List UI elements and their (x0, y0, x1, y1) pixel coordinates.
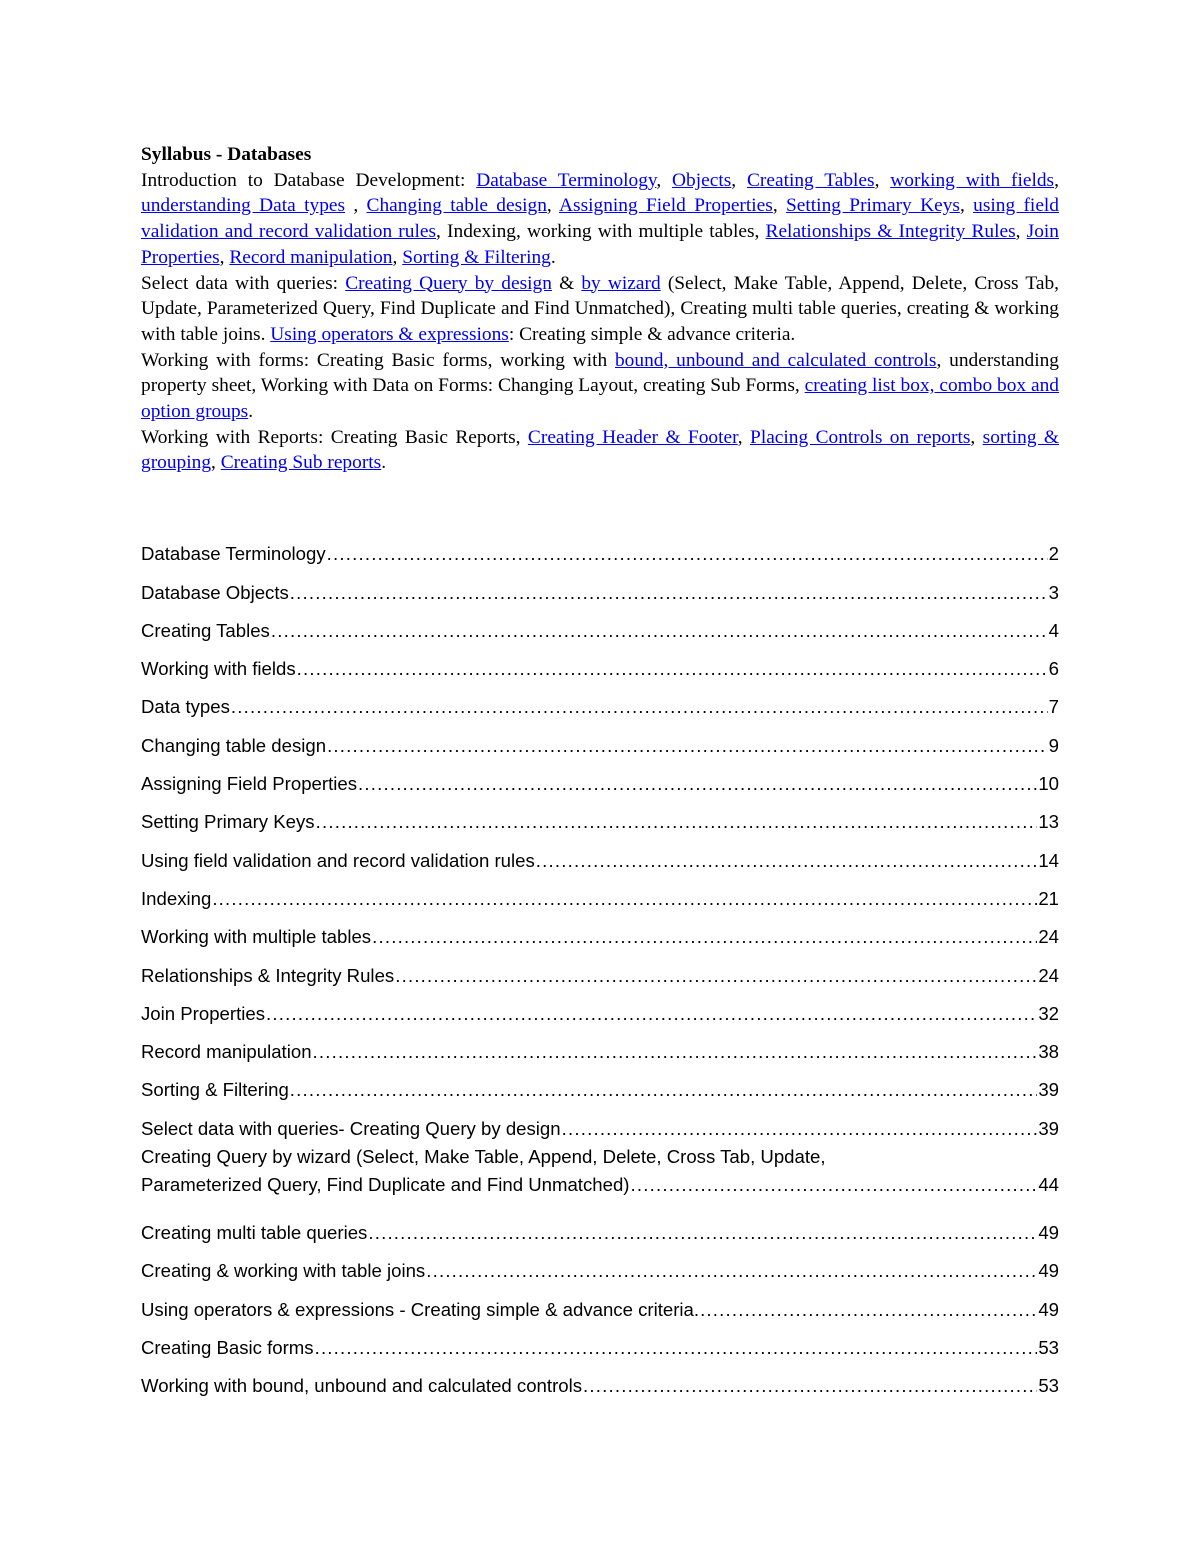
toc-page-number: 4 (1048, 619, 1059, 641)
syllabus-topic-link[interactable]: Using operators & expressions (270, 323, 509, 345)
syllabus-text: . (550, 246, 556, 268)
toc-page-number: 44 (1038, 1173, 1059, 1195)
syllabus-text: , understanding property sheet, Working with Data on Forms: Changing Layout, creating Sub Forms, (141, 349, 1059, 397)
syllabus-text: , (772, 195, 787, 217)
toc-entry-title: Parameterized Query, Find Duplicate and Find Unmatched) (141, 1173, 630, 1195)
toc-page-number: 9 (1048, 734, 1059, 756)
toc-entry[interactable] (141, 568, 1059, 606)
toc-page-number: 39 (1038, 1117, 1059, 1139)
syllabus-paragraph-queries (141, 271, 1059, 348)
syllabus-text: , (656, 169, 673, 191)
syllabus-topic-link[interactable]: Creating Tables (746, 169, 875, 191)
toc-entry[interactable] (141, 990, 1059, 1028)
toc-page-number: 21 (1038, 887, 1059, 909)
toc-page-number: 6 (1048, 658, 1059, 680)
toc-leader-dots (562, 1115, 1038, 1143)
syllabus-text: (Select, Make Table, Append, Delete, Cross Tab, Update, Parameterized Query, Find Duplicate and Find Unmatched), Creating multi table queries, creating & working with table joins. (141, 272, 1059, 345)
toc-entry-title: Setting Primary Keys (141, 811, 315, 833)
table-of-contents (141, 530, 1059, 1400)
toc-page-number: 32 (1038, 1002, 1059, 1024)
toc-entry-title: Creating multi table queries (141, 1222, 368, 1244)
syllabus-topic-link[interactable]: Objects (672, 169, 732, 191)
toc-leader-dots (631, 1171, 1038, 1199)
toc-entry-title: Sorting & Filtering (141, 1079, 289, 1101)
syllabus-topic-link[interactable]: bound, unbound and calculated controls (614, 349, 937, 371)
toc-page-number: 24 (1038, 964, 1059, 986)
toc-entry[interactable] (141, 798, 1059, 836)
toc-leader-dots (290, 579, 1048, 607)
toc-entry-title: Creating & working with table joins (141, 1260, 426, 1282)
syllabus-text: , (731, 169, 747, 191)
toc-page-number: 24 (1038, 926, 1059, 948)
toc-page-number: 2 (1048, 543, 1059, 565)
toc-page-number: 49 (1038, 1260, 1059, 1282)
toc-entry[interactable] (141, 645, 1059, 683)
toc-entry[interactable] (141, 1247, 1059, 1285)
toc-leader-dots (700, 1296, 1037, 1324)
syllabus-topic-link[interactable]: Changing table design (366, 195, 547, 217)
syllabus-text: , (546, 195, 560, 217)
toc-leader-dots (271, 617, 1048, 645)
toc-leader-dots (212, 885, 1037, 913)
syllabus-text: . (248, 401, 254, 423)
syllabus-topic-link[interactable]: Relationships & Integrity Rules (765, 221, 1016, 243)
syllabus-text: , (959, 195, 974, 217)
toc-leader-dots (395, 962, 1037, 990)
toc-entry-title: Select data with queries- Creating Query by design (141, 1117, 561, 1139)
toc-entry[interactable] (141, 607, 1059, 645)
toc-entry[interactable] (141, 1028, 1059, 1066)
syllabus-text: . (381, 452, 387, 474)
syllabus-topic-link[interactable]: Creating Query by design (345, 272, 552, 294)
toc-page-number: 14 (1038, 849, 1059, 871)
syllabus-text: , Indexing, working with multiple tables, (436, 221, 766, 243)
toc-leader-dots (426, 1257, 1037, 1285)
toc-entry[interactable] (141, 530, 1059, 568)
syllabus-text: , (737, 426, 751, 448)
toc-page-number: 53 (1038, 1375, 1059, 1397)
syllabus-topic-link[interactable]: Assigning Field Properties (559, 195, 773, 217)
syllabus-text: , (874, 169, 891, 191)
syllabus-text: : Creating simple & advance criteria. (508, 323, 796, 345)
toc-leader-dots (266, 1000, 1037, 1028)
syllabus-topic-link[interactable]: Creating Header & Footer (527, 426, 738, 448)
toc-leader-dots (231, 693, 1048, 721)
syllabus-text: , (970, 426, 983, 448)
syllabus-text: , (345, 195, 367, 217)
toc-entry-title: Working with fields (141, 658, 296, 680)
toc-entry[interactable] (141, 1324, 1059, 1362)
toc-page-number: 39 (1038, 1079, 1059, 1101)
syllabus-text: & (551, 272, 582, 294)
syllabus-topic-link[interactable]: Database Terminology (476, 169, 657, 191)
syllabus-topic-link[interactable]: understanding Data types (141, 195, 346, 217)
toc-leader-dots (358, 770, 1037, 798)
toc-entry[interactable] (141, 683, 1059, 721)
toc-entry[interactable] (141, 836, 1059, 874)
toc-entry-title: Data types (141, 696, 230, 718)
syllabus-text: Introduction to Database Development: (141, 169, 477, 191)
toc-entry-title: Creating Basic forms (141, 1336, 314, 1358)
toc-leader-dots (290, 1076, 1038, 1104)
toc-page-number: 49 (1038, 1222, 1059, 1244)
syllabus-section (141, 142, 1059, 476)
syllabus-title: Syllabus - Databases (141, 144, 312, 165)
toc-entry-title: Using field validation and record validation rules (141, 849, 535, 871)
toc-entry[interactable] (141, 1104, 1059, 1142)
toc-entry[interactable] (141, 760, 1059, 798)
toc-entry[interactable] (141, 1066, 1059, 1104)
toc-page-number: 7 (1048, 696, 1059, 718)
syllabus-text: , (392, 246, 403, 268)
syllabus-topic-link[interactable]: Record manipulation (229, 246, 393, 268)
syllabus-topic-link[interactable]: working with fields (890, 169, 1055, 191)
syllabus-topic-link[interactable]: by wizard (581, 272, 661, 294)
toc-entry-title: Working with bound, unbound and calculated controls (141, 1375, 583, 1397)
toc-entry-title: Creating Query by wizard (Select, Make Table, Append, Delete, Cross Tab, Update, (141, 1145, 826, 1167)
syllabus-topic-link[interactable]: using field validation and record validation rules (141, 195, 1060, 243)
toc-entry[interactable] (141, 875, 1059, 913)
toc-entry[interactable] (141, 951, 1059, 989)
syllabus-topic-link[interactable]: Sorting & Filtering (402, 246, 551, 268)
syllabus-text: , (1054, 169, 1059, 191)
syllabus-topic-link[interactable]: Placing Controls on reports (750, 426, 971, 448)
syllabus-topic-link[interactable]: creating list box, combo box and option groups (141, 375, 1060, 423)
toc-entry[interactable] (141, 1285, 1059, 1323)
syllabus-topic-link[interactable]: sorting & grouping (141, 426, 1059, 474)
toc-entry-title: Record manipulation (141, 1041, 312, 1063)
toc-page-number: 38 (1038, 1041, 1059, 1063)
toc-leader-dots (315, 1334, 1038, 1362)
syllabus-topic-link[interactable]: Creating Sub reports (220, 452, 382, 474)
syllabus-text: , (211, 452, 221, 474)
syllabus-topic-link[interactable]: Join Properties (141, 221, 1059, 268)
toc-entry[interactable] (141, 1143, 1059, 1199)
toc-entry[interactable] (141, 721, 1059, 759)
toc-entry-title: Changing table design (141, 734, 327, 756)
toc-entry-title: Using operators & expressions - Creating simple & advance criteria. (141, 1298, 700, 1320)
syllabus-paragraph-forms (141, 348, 1059, 425)
toc-entry-title: Working with multiple tables (141, 926, 372, 948)
syllabus-text: , (1015, 221, 1027, 243)
syllabus-text: Working with forms: Creating Basic forms, working with (141, 349, 615, 371)
toc-entry[interactable] (141, 913, 1059, 951)
toc-page-number: 53 (1038, 1336, 1059, 1358)
toc-leader-dots (313, 1038, 1038, 1066)
toc-leader-dots (297, 655, 1048, 683)
syllabus-text: Select data with queries: (141, 272, 346, 294)
toc-page-number: 3 (1048, 581, 1059, 603)
toc-entry-title: Join Properties (141, 1002, 266, 1024)
toc-leader-dots (372, 923, 1037, 951)
toc-entry-title: Database Objects (141, 581, 289, 603)
toc-page-number: 49 (1038, 1298, 1059, 1320)
syllabus-text: Working with Reports: Creating Basic Reports, (141, 426, 528, 448)
toc-entry[interactable] (141, 1362, 1059, 1400)
toc-leader-dots (316, 808, 1038, 836)
syllabus-text: , (219, 246, 230, 268)
toc-entry-title: Database Terminology (141, 543, 326, 565)
syllabus-paragraph-intro (141, 168, 1059, 271)
toc-entry-title: Relationships & Integrity Rules (141, 964, 395, 986)
toc-leader-dots (368, 1219, 1037, 1247)
toc-leader-dots (583, 1372, 1037, 1400)
toc-page-number: 10 (1038, 773, 1059, 795)
toc-entry-title: Assigning Field Properties (141, 773, 357, 795)
toc-entry-title: Indexing (141, 887, 212, 909)
syllabus-topic-link[interactable]: Setting Primary Keys (786, 195, 960, 217)
toc-leader-dots (327, 732, 1048, 760)
syllabus-paragraph-reports (141, 425, 1059, 476)
toc-page-number: 13 (1038, 811, 1059, 833)
toc-leader-dots (327, 540, 1048, 568)
toc-entry[interactable] (141, 1209, 1059, 1247)
toc-leader-dots (536, 847, 1038, 875)
toc-entry-title: Creating Tables (141, 619, 270, 641)
